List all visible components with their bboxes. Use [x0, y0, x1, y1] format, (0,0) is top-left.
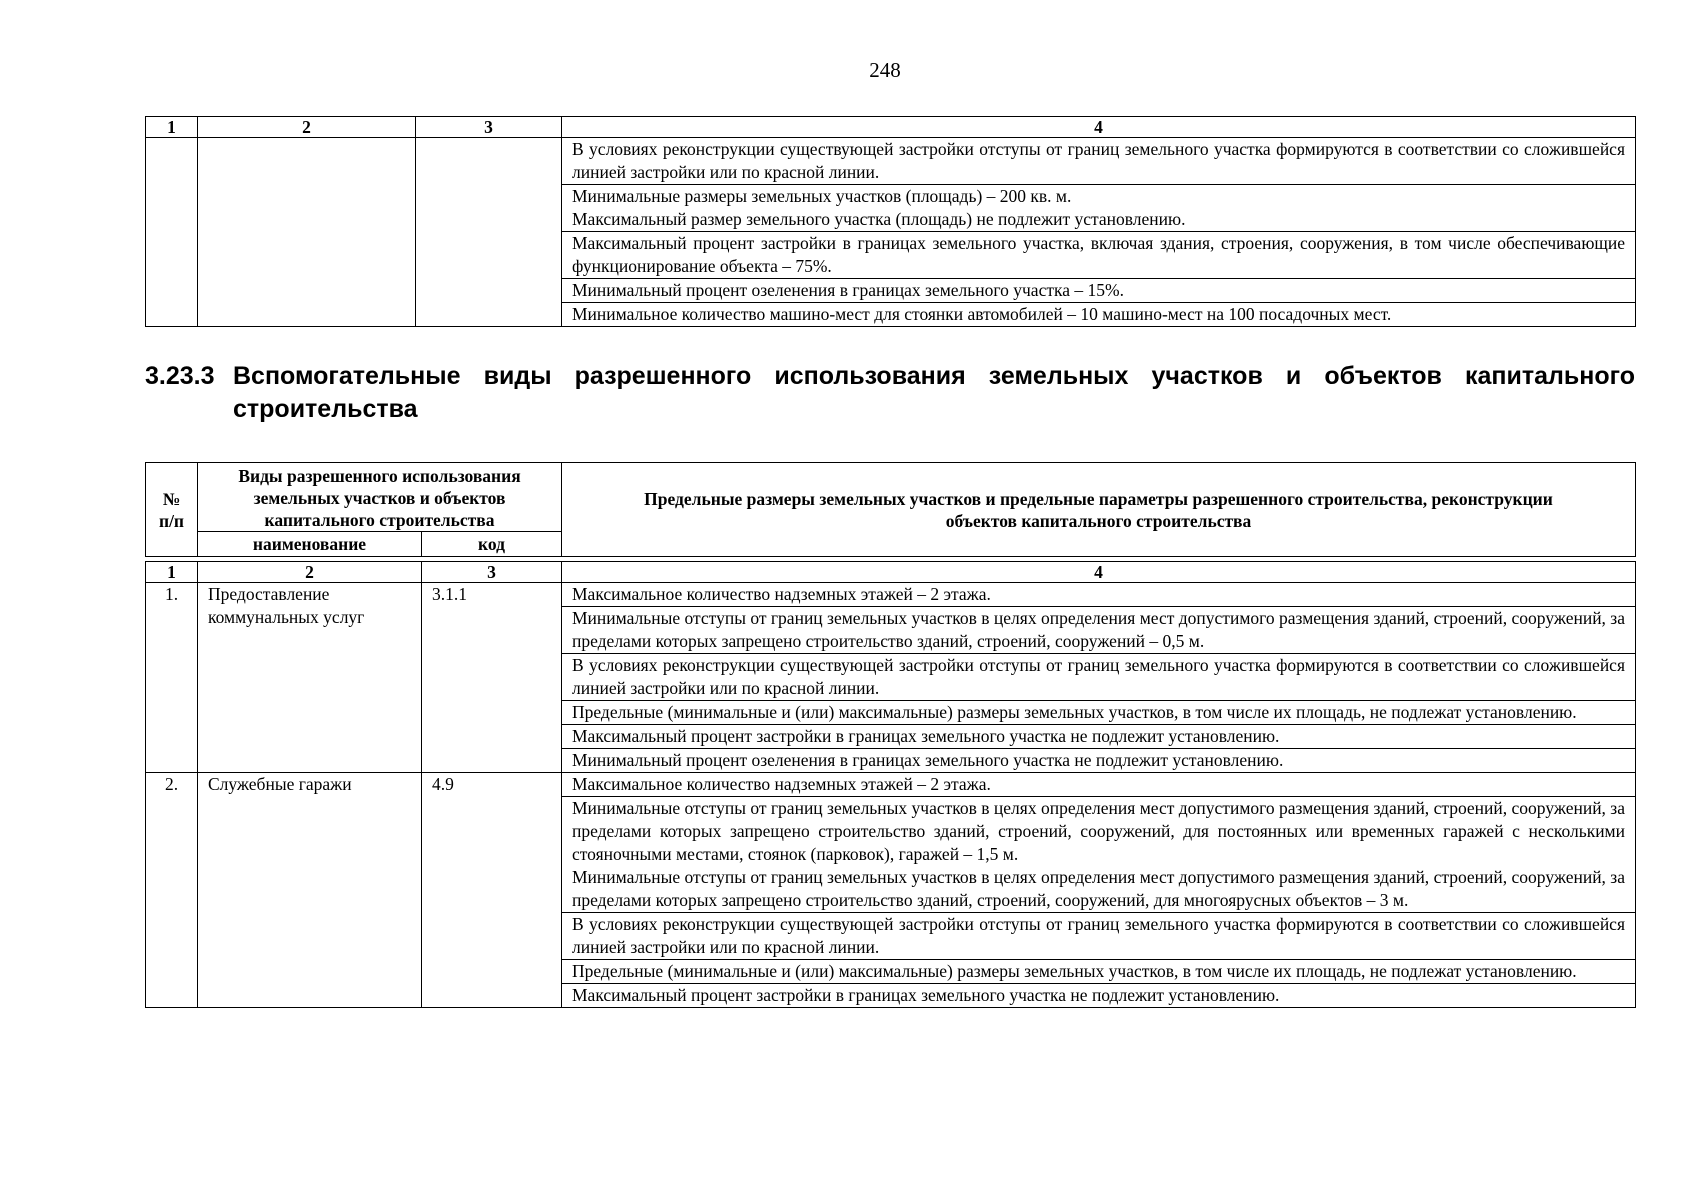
use-code: 3.1.1: [422, 583, 562, 773]
parameter-cell: Максимальный процент застройки в границах земельного участка, включая здания, строения, сооружения, в том числе обеспечивающие функционирование объекта – 75%.: [562, 232, 1636, 279]
header-number: № п/п: [146, 463, 198, 557]
parameter-cell: Минимальный процент озеленения в границах земельного участка – 15%.: [562, 279, 1636, 303]
section-heading: [145, 360, 1635, 426]
parameter-cell: Минимальный процент озеленения в границах земельного участка не подлежит установлению.: [562, 749, 1636, 773]
parameter-cell: Минимальное количество машино-мест для стоянки автомобилей – 10 машино-мест на 100 посадочных мест.: [562, 303, 1636, 327]
header-use-types: Виды разрешенного использования земельных участков и объектов капитального строительства: [198, 463, 562, 532]
row-number: 1.: [146, 583, 198, 773]
parameter-cell: Предельные (минимальные и (или) максимальные) размеры земельных участков, в том числе их площадь, не подлежат установлению.: [562, 960, 1636, 984]
column-number-row: [146, 117, 1636, 138]
parameter-cell: Минимальные отступы от границ земельных участков в целях определения мест допустимого размещения зданий, строений, сооружений, за пределами которых запрещено строительство зданий, строений, сооружений, для постоянных или временных гаражей с несколькими стояночными местами, стоянок (парковок), гаражей – 1,5 м. Минимальные отступы от границ земельных участков в целях определения мест допустимого размещения зданий, строений, сооружений, за пределами которых запрещено строительство зданий, строений, сооружений, для многоярусных объектов – 3 м.: [562, 797, 1636, 913]
page-number: 248: [869, 58, 901, 82]
parameter-cell: Максимальный процент застройки в границах земельного участка не подлежит установлению.: [562, 725, 1636, 749]
table-row: [146, 583, 1636, 607]
parameter-cell: Максимальный процент застройки в границах земельного участка не подлежит установлению.: [562, 984, 1636, 1008]
parameter-cell: В условиях реконструкции существующей застройки отступы от границ земельного участка формируются в соответствии со сложившейся линией застройки или по красной линии.: [562, 138, 1636, 185]
parameter-cell: Максимальное количество надземных этажей – 2 этажа.: [562, 773, 1636, 797]
section-number: 3.23.3: [145, 362, 215, 390]
parameter-cell: В условиях реконструкции существующей застройки отступы от границ земельного участка формируются в соответствии со сложившейся линией застройки или по красной линии.: [562, 654, 1636, 701]
use-name: Служебные гаражи: [198, 773, 422, 1008]
header-code: код: [422, 532, 562, 557]
table-header-row: [146, 463, 1636, 532]
parameter-cell: Предельные (минимальные и (или) максимальные) размеры земельных участков, в том числе их площадь, не подлежат установлению.: [562, 701, 1636, 725]
column-number: 4: [562, 562, 1636, 583]
header-name: наименование: [198, 532, 422, 557]
column-number: 4: [562, 117, 1636, 138]
column-number: 1: [146, 562, 198, 583]
column-number-row: [146, 562, 1636, 583]
use-code: 4.9: [422, 773, 562, 1008]
column-number: 3: [416, 117, 562, 138]
column-number: 1: [146, 117, 198, 138]
permitted-uses-table: [145, 462, 1636, 1008]
empty-cell: [198, 138, 416, 327]
column-number: 3: [422, 562, 562, 583]
column-number: 2: [198, 117, 416, 138]
table-row: [146, 773, 1636, 797]
empty-cell: [146, 138, 198, 327]
header-limits: Предельные размеры земельных участков и предельные параметры разрешенного строительства, реконструкции объектов капитального строительства: [562, 463, 1636, 557]
parameter-cell: Минимальные размеры земельных участков (площадь) – 200 кв. м. Максимальный размер земельного участка (площадь) не подлежит установлению.: [562, 185, 1636, 232]
section-title: Вспомогательные виды разрешенного использования земельных участков и объектов капитального строительства: [233, 362, 1635, 423]
continuation-table: [145, 116, 1636, 327]
empty-cell: [416, 138, 562, 327]
row-number: 2.: [146, 773, 198, 1008]
parameter-cell: Минимальные отступы от границ земельных участков в целях определения мест допустимого размещения зданий, строений, сооружений, за пределами которых запрещено строительство зданий, строений, сооружений – 0,5 м.: [562, 607, 1636, 654]
use-name: Предоставление коммунальных услуг: [198, 583, 422, 773]
parameter-cell: Максимальное количество надземных этажей – 2 этажа.: [562, 583, 1636, 607]
parameter-cell: В условиях реконструкции существующей застройки отступы от границ земельного участка формируются в соответствии со сложившейся линией застройки или по красной линии.: [562, 913, 1636, 960]
column-number: 2: [198, 562, 422, 583]
